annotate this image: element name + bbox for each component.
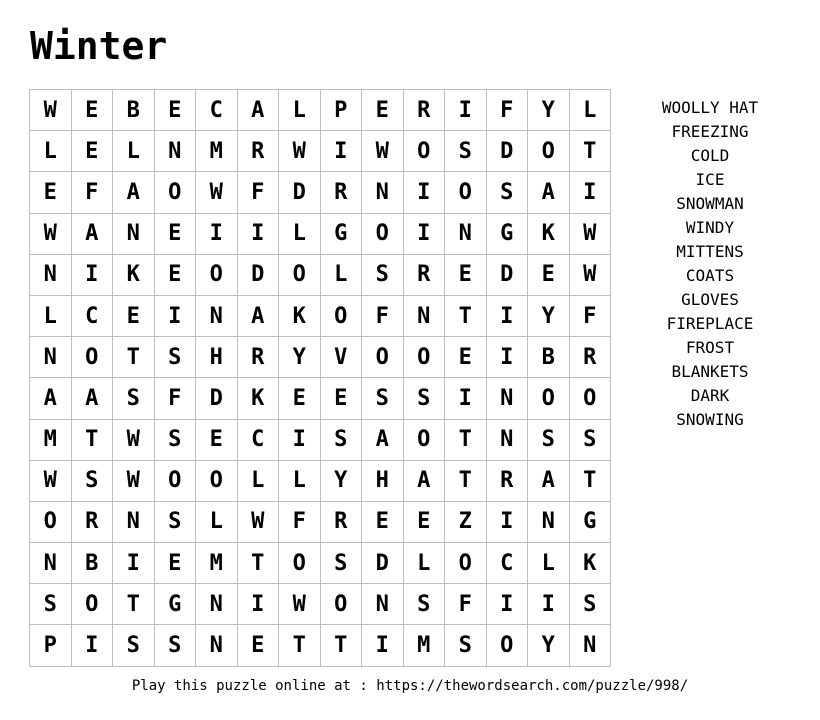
grid-cell[interactable]: O bbox=[155, 172, 197, 213]
grid-cell[interactable]: I bbox=[445, 90, 487, 131]
grid-cell[interactable]: R bbox=[238, 131, 280, 172]
grid-cell[interactable]: R bbox=[321, 502, 363, 543]
grid-cell[interactable]: G bbox=[487, 214, 529, 255]
grid-cell[interactable]: S bbox=[404, 378, 446, 419]
grid-cell[interactable]: O bbox=[196, 461, 238, 502]
grid-cell[interactable]: Y bbox=[528, 625, 570, 666]
grid-cell[interactable]: I bbox=[487, 296, 529, 337]
grid-cell[interactable]: N bbox=[113, 502, 155, 543]
grid-cell[interactable]: C bbox=[238, 420, 280, 461]
grid-cell[interactable]: I bbox=[404, 172, 446, 213]
grid-cell[interactable]: R bbox=[570, 337, 612, 378]
grid-cell[interactable]: N bbox=[362, 172, 404, 213]
grid-cell[interactable]: I bbox=[238, 214, 280, 255]
grid-cell[interactable]: O bbox=[404, 337, 446, 378]
grid-cell[interactable]: F bbox=[155, 378, 197, 419]
grid-cell[interactable]: I bbox=[487, 502, 529, 543]
grid-cell[interactable]: W bbox=[238, 502, 280, 543]
grid-cell[interactable]: S bbox=[570, 584, 612, 625]
word-list-item: GLOVES bbox=[681, 290, 739, 309]
grid-cell[interactable]: P bbox=[321, 90, 363, 131]
grid-cell[interactable]: I bbox=[404, 214, 446, 255]
grid-cell[interactable]: G bbox=[321, 214, 363, 255]
grid-cell[interactable]: I bbox=[113, 543, 155, 584]
grid-cell[interactable]: O bbox=[445, 543, 487, 584]
grid-cell[interactable]: S bbox=[321, 543, 363, 584]
grid-cell[interactable]: O bbox=[279, 255, 321, 296]
grid-cell[interactable]: E bbox=[155, 543, 197, 584]
grid-cell[interactable]: O bbox=[196, 255, 238, 296]
grid-cell[interactable]: A bbox=[404, 461, 446, 502]
grid-cell[interactable]: I bbox=[570, 172, 612, 213]
grid-cell[interactable]: W bbox=[113, 420, 155, 461]
grid-cell[interactable]: O bbox=[362, 337, 404, 378]
grid-cell[interactable]: E bbox=[362, 502, 404, 543]
grid-cell[interactable]: K bbox=[279, 296, 321, 337]
word-list-item: ICE bbox=[695, 170, 725, 189]
grid-cell[interactable]: N bbox=[570, 625, 612, 666]
grid-cell[interactable]: E bbox=[528, 255, 570, 296]
grid-cell[interactable]: N bbox=[487, 420, 529, 461]
grid-cell[interactable]: M bbox=[196, 543, 238, 584]
grid-cell[interactable]: E bbox=[321, 378, 363, 419]
grid-cell[interactable]: O bbox=[404, 420, 446, 461]
grid-cell[interactable]: A bbox=[362, 420, 404, 461]
grid-cell[interactable]: I bbox=[155, 296, 197, 337]
grid-cell[interactable]: I bbox=[196, 214, 238, 255]
grid-cell[interactable]: T bbox=[321, 625, 363, 666]
grid-cell[interactable]: S bbox=[113, 625, 155, 666]
grid-cell[interactable]: S bbox=[445, 625, 487, 666]
grid-cell[interactable]: T bbox=[72, 420, 114, 461]
grid-cell[interactable]: L bbox=[404, 543, 446, 584]
grid-cell[interactable]: K bbox=[570, 543, 612, 584]
grid-cell[interactable]: A bbox=[72, 378, 114, 419]
grid-cell[interactable]: R bbox=[487, 461, 529, 502]
grid-cell[interactable]: L bbox=[528, 543, 570, 584]
grid-cell[interactable]: E bbox=[72, 90, 114, 131]
grid-cell[interactable]: T bbox=[570, 131, 612, 172]
grid-cell[interactable]: S bbox=[155, 625, 197, 666]
grid-cell[interactable]: C bbox=[196, 90, 238, 131]
grid-cell[interactable]: L bbox=[30, 131, 72, 172]
grid-cell[interactable]: F bbox=[445, 584, 487, 625]
grid-cell[interactable]: W bbox=[279, 584, 321, 625]
grid-cell[interactable]: S bbox=[72, 461, 114, 502]
grid-cell[interactable]: W bbox=[570, 214, 612, 255]
grid-cell[interactable]: R bbox=[72, 502, 114, 543]
grid-cell[interactable]: M bbox=[30, 420, 72, 461]
grid-cell[interactable]: D bbox=[362, 543, 404, 584]
grid-cell[interactable]: E bbox=[445, 255, 487, 296]
grid-cell[interactable]: E bbox=[113, 296, 155, 337]
grid-cell[interactable]: N bbox=[113, 214, 155, 255]
grid-cell[interactable]: F bbox=[362, 296, 404, 337]
grid-cell[interactable]: G bbox=[155, 584, 197, 625]
grid-cell[interactable]: E bbox=[362, 90, 404, 131]
grid-cell[interactable]: E bbox=[155, 214, 197, 255]
grid-cell[interactable]: K bbox=[113, 255, 155, 296]
grid-cell[interactable]: I bbox=[528, 584, 570, 625]
grid-cell[interactable]: L bbox=[196, 502, 238, 543]
grid-cell[interactable]: S bbox=[155, 420, 197, 461]
grid-cell[interactable]: O bbox=[30, 502, 72, 543]
grid-cell[interactable]: B bbox=[528, 337, 570, 378]
grid-cell[interactable]: T bbox=[570, 461, 612, 502]
grid-cell[interactable]: T bbox=[445, 420, 487, 461]
grid-cell[interactable]: W bbox=[362, 131, 404, 172]
grid-cell[interactable]: D bbox=[487, 255, 529, 296]
grid-cell[interactable]: O bbox=[321, 296, 363, 337]
grid-cell[interactable]: S bbox=[362, 255, 404, 296]
grid-cell[interactable]: O bbox=[445, 172, 487, 213]
grid-cell[interactable]: F bbox=[487, 90, 529, 131]
grid-cell[interactable]: W bbox=[113, 461, 155, 502]
grid-cell[interactable]: E bbox=[404, 502, 446, 543]
grid-cell[interactable]: N bbox=[196, 584, 238, 625]
grid-cell[interactable]: S bbox=[155, 337, 197, 378]
word-list-item: FIREPLACE bbox=[666, 314, 754, 333]
grid-cell[interactable]: G bbox=[570, 502, 612, 543]
grid-cell[interactable]: N bbox=[528, 502, 570, 543]
grid-cell[interactable]: Y bbox=[528, 90, 570, 131]
grid-cell[interactable]: S bbox=[445, 131, 487, 172]
grid-cell[interactable]: L bbox=[570, 90, 612, 131]
grid-cell[interactable]: R bbox=[321, 172, 363, 213]
grid-cell[interactable]: D bbox=[487, 131, 529, 172]
grid-cell[interactable]: N bbox=[30, 543, 72, 584]
grid-cell[interactable]: S bbox=[570, 420, 612, 461]
grid-cell[interactable]: S bbox=[362, 378, 404, 419]
grid-cell[interactable]: E bbox=[155, 255, 197, 296]
grid-cell[interactable]: B bbox=[113, 90, 155, 131]
grid-cell[interactable]: F bbox=[279, 502, 321, 543]
grid-cell[interactable]: S bbox=[113, 378, 155, 419]
grid-cell[interactable]: W bbox=[279, 131, 321, 172]
word-list-item: COATS bbox=[685, 266, 735, 285]
word-list-item: SNOWING bbox=[676, 410, 744, 429]
word-list-item: WOOLLY HAT bbox=[661, 98, 759, 117]
grid-cell[interactable]: E bbox=[30, 172, 72, 213]
puzzle-title: Winter bbox=[30, 24, 168, 68]
grid-cell[interactable]: L bbox=[238, 461, 280, 502]
grid-cell[interactable]: L bbox=[279, 214, 321, 255]
grid-cell[interactable]: I bbox=[72, 255, 114, 296]
grid-cell[interactable]: A bbox=[113, 172, 155, 213]
grid-cell[interactable]: F bbox=[570, 296, 612, 337]
grid-cell[interactable]: R bbox=[404, 90, 446, 131]
grid-cell[interactable]: W bbox=[570, 255, 612, 296]
grid-cell[interactable]: L bbox=[279, 461, 321, 502]
grid-cell[interactable]: R bbox=[404, 255, 446, 296]
word-list-item: DARK bbox=[690, 386, 730, 405]
grid-cell[interactable]: W bbox=[30, 90, 72, 131]
grid-cell[interactable]: S bbox=[487, 172, 529, 213]
grid-cell[interactable]: W bbox=[30, 214, 72, 255]
grid-cell[interactable]: L bbox=[279, 90, 321, 131]
letter-grid[interactable] bbox=[29, 89, 611, 667]
grid-cell[interactable]: C bbox=[487, 543, 529, 584]
footer-link-text: Play this puzzle online at : https://thewordsearch.com/puzzle/998/ bbox=[131, 678, 689, 694]
grid-cell[interactable]: O bbox=[155, 461, 197, 502]
grid-cell[interactable]: E bbox=[155, 90, 197, 131]
grid-cell[interactable]: A bbox=[528, 172, 570, 213]
grid-cell[interactable]: Z bbox=[445, 502, 487, 543]
word-list-item: COLD bbox=[690, 146, 730, 165]
grid-cell[interactable]: A bbox=[528, 461, 570, 502]
grid-cell[interactable]: S bbox=[321, 420, 363, 461]
grid-cell[interactable]: N bbox=[445, 214, 487, 255]
grid-cell[interactable]: A bbox=[30, 378, 72, 419]
grid-cell[interactable]: N bbox=[362, 584, 404, 625]
grid-cell[interactable]: F bbox=[72, 172, 114, 213]
grid-cell[interactable]: A bbox=[238, 90, 280, 131]
grid-cell[interactable]: H bbox=[362, 461, 404, 502]
grid-cell[interactable]: I bbox=[238, 584, 280, 625]
grid-cell[interactable]: N bbox=[487, 378, 529, 419]
word-list-item: FROST bbox=[685, 338, 735, 357]
grid-cell[interactable]: N bbox=[196, 625, 238, 666]
grid-cell[interactable]: E bbox=[196, 420, 238, 461]
grid-cell[interactable]: L bbox=[113, 131, 155, 172]
grid-cell[interactable]: L bbox=[30, 296, 72, 337]
grid-cell[interactable]: F bbox=[238, 172, 280, 213]
grid-cell[interactable]: M bbox=[196, 131, 238, 172]
grid-cell[interactable]: V bbox=[321, 337, 363, 378]
grid-cell[interactable]: O bbox=[279, 543, 321, 584]
grid-cell[interactable]: K bbox=[238, 378, 280, 419]
word-list-item: FREEZING bbox=[671, 122, 749, 141]
grid-cell[interactable]: M bbox=[404, 625, 446, 666]
grid-cell[interactable]: I bbox=[487, 584, 529, 625]
grid-cell[interactable]: D bbox=[279, 172, 321, 213]
grid-cell[interactable]: I bbox=[362, 625, 404, 666]
grid-cell[interactable]: S bbox=[30, 584, 72, 625]
grid-cell[interactable]: O bbox=[528, 131, 570, 172]
grid-cell[interactable]: I bbox=[487, 337, 529, 378]
grid-cell[interactable]: T bbox=[113, 584, 155, 625]
grid-cell[interactable]: H bbox=[196, 337, 238, 378]
grid-cell[interactable]: Y bbox=[321, 461, 363, 502]
grid-cell[interactable]: I bbox=[321, 131, 363, 172]
grid-cell[interactable]: B bbox=[72, 543, 114, 584]
grid-cell[interactable]: E bbox=[72, 131, 114, 172]
word-list-item: MITTENS bbox=[676, 242, 744, 261]
word-list bbox=[630, 96, 790, 432]
grid-cell[interactable]: E bbox=[279, 378, 321, 419]
grid-cell[interactable]: W bbox=[30, 461, 72, 502]
grid-cell[interactable]: T bbox=[445, 296, 487, 337]
grid-cell[interactable]: R bbox=[238, 337, 280, 378]
grid-cell[interactable]: E bbox=[238, 625, 280, 666]
word-list-item: SNOWMAN bbox=[676, 194, 744, 213]
grid-cell[interactable]: I bbox=[445, 378, 487, 419]
grid-cell[interactable]: T bbox=[238, 543, 280, 584]
grid-cell[interactable]: T bbox=[113, 337, 155, 378]
grid-cell[interactable]: O bbox=[487, 625, 529, 666]
grid-cell[interactable]: E bbox=[445, 337, 487, 378]
grid-cell[interactable]: N bbox=[30, 337, 72, 378]
grid-cell[interactable]: O bbox=[404, 131, 446, 172]
grid-cell[interactable]: L bbox=[321, 255, 363, 296]
grid-cell[interactable]: N bbox=[30, 255, 72, 296]
grid-cell[interactable]: D bbox=[238, 255, 280, 296]
grid-cell[interactable]: O bbox=[72, 337, 114, 378]
grid-cell[interactable]: O bbox=[72, 584, 114, 625]
grid-cell[interactable]: N bbox=[404, 296, 446, 337]
grid-cell[interactable]: O bbox=[321, 584, 363, 625]
grid-cell[interactable]: I bbox=[279, 420, 321, 461]
grid-cell[interactable]: O bbox=[570, 378, 612, 419]
grid-cell[interactable]: O bbox=[362, 214, 404, 255]
grid-cell[interactable]: C bbox=[72, 296, 114, 337]
grid-cell[interactable]: Y bbox=[279, 337, 321, 378]
grid-cell[interactable]: T bbox=[445, 461, 487, 502]
grid-cell[interactable]: P bbox=[30, 625, 72, 666]
grid-cell[interactable]: T bbox=[279, 625, 321, 666]
grid-cell[interactable]: S bbox=[404, 584, 446, 625]
grid-cell[interactable]: O bbox=[528, 378, 570, 419]
grid-cell[interactable]: N bbox=[196, 296, 238, 337]
grid-cell[interactable]: S bbox=[155, 502, 197, 543]
grid-cell[interactable]: W bbox=[196, 172, 238, 213]
grid-cell[interactable]: D bbox=[196, 378, 238, 419]
grid-cell[interactable]: Y bbox=[528, 296, 570, 337]
grid-cell[interactable]: A bbox=[72, 214, 114, 255]
grid-cell[interactable]: N bbox=[155, 131, 197, 172]
grid-cell[interactable]: A bbox=[238, 296, 280, 337]
grid-cell[interactable]: S bbox=[528, 420, 570, 461]
word-list-item: WINDY bbox=[685, 218, 735, 237]
word-list-item: BLANKETS bbox=[671, 362, 749, 381]
grid-cell[interactable]: I bbox=[72, 625, 114, 666]
grid-cell[interactable]: K bbox=[528, 214, 570, 255]
